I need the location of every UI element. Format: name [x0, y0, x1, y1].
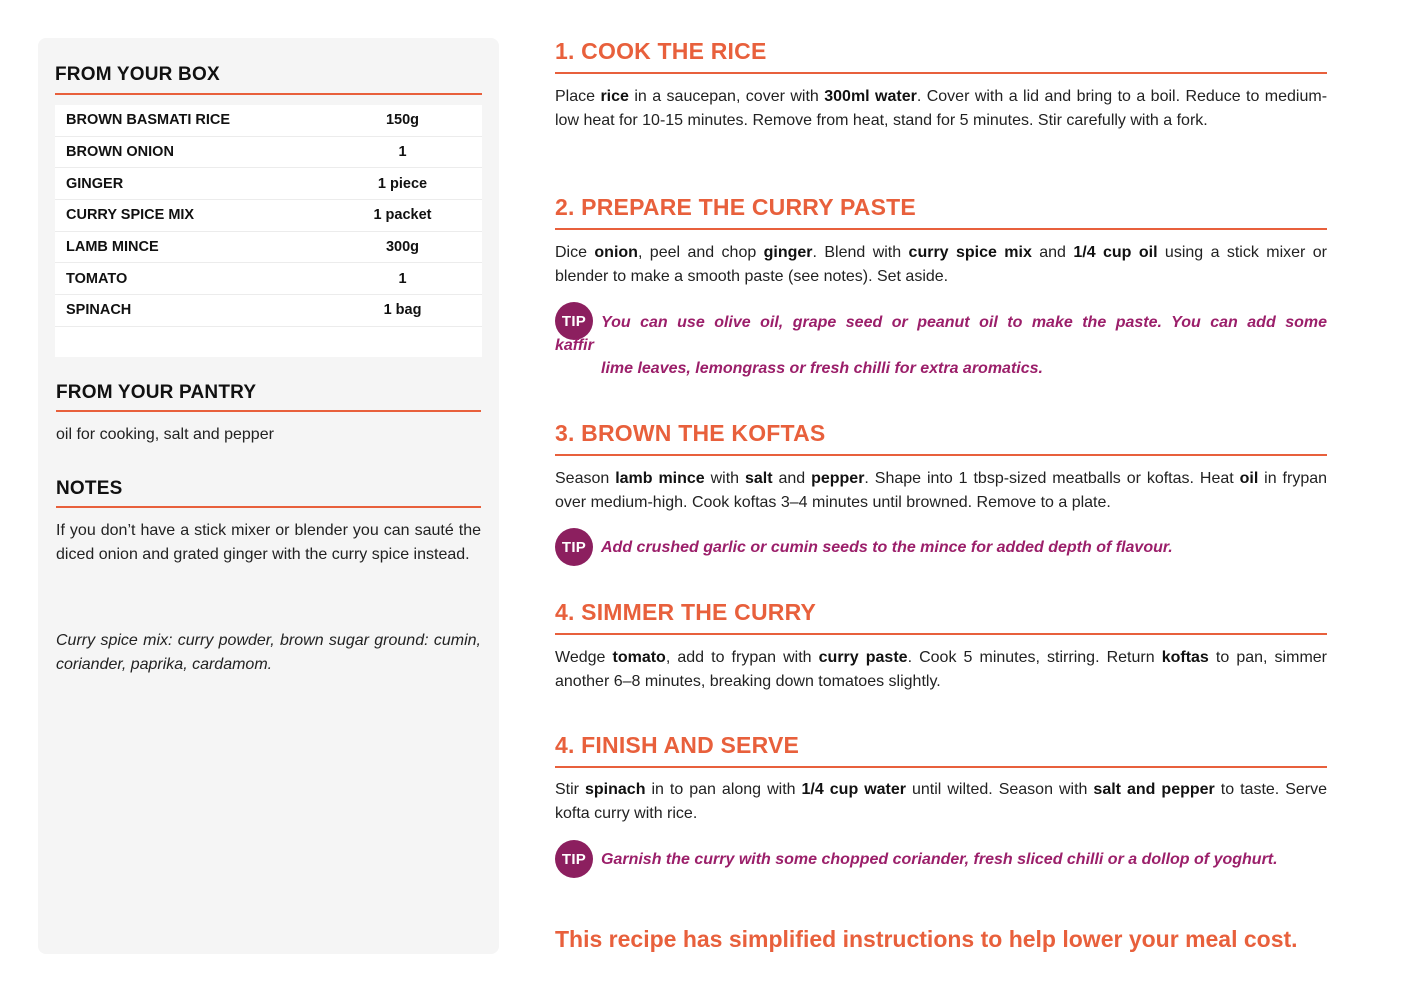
- step-3-title: 3. BROWN THE KOFTAS: [555, 420, 826, 446]
- ingredient-qty: 1: [398, 144, 407, 161]
- step-1-title: 1. COOK THE RICE: [555, 38, 767, 64]
- step-2-text: Dice onion, peel and chop ginger. Blend with curry spice mix and 1/4 cup oil using a stick mixer or blender to make a smooth paste (see notes). Set aside.: [555, 244, 1327, 285]
- ingredient-name: BROWN BASMATI RICE: [66, 112, 231, 129]
- step-3-text: Season lamb mince with salt and pepper. Shape into 1 tbsp-sized meatballs or koftas. Heat oil in frypan over medium-high. Cook koftas 3–4 minutes until browned. Remove to a plate.: [555, 470, 1328, 511]
- tip-badge: TIP: [555, 840, 593, 878]
- tip-badge: TIP: [555, 302, 593, 340]
- step-4-rule: [555, 633, 1327, 635]
- ingredient-name: SPINACH: [66, 302, 132, 319]
- step-3-rule: [555, 454, 1327, 456]
- notes-text: If you don’t have a stick mixer or blender you can sauté the diced onion and grated ginger with the curry spice instead.: [56, 522, 481, 563]
- pantry-heading-rule: [56, 410, 481, 412]
- ingredient-row: [55, 168, 482, 200]
- step-2-rule: [555, 228, 1327, 230]
- ingredient-row: [55, 232, 482, 264]
- ingredient-row: [55, 105, 482, 137]
- ingredient-name: BROWN ONION: [66, 144, 174, 161]
- tip-text: You can use olive oil, grape seed or peanut oil to make the paste. You can add some: [601, 314, 1327, 331]
- ingredient-name: CURRY SPICE MIX: [66, 207, 195, 224]
- ingredient-qty: 1 bag: [383, 302, 422, 319]
- tip-text: lime leaves, lemongrass or fresh chilli for extra aromatics.: [601, 360, 1043, 377]
- simplified-instructions-note: This recipe has simplified instructions to help lower your meal cost.: [555, 926, 1298, 952]
- ingredient-qty: 300g: [385, 239, 420, 256]
- ingredient-row: [55, 263, 482, 295]
- notes-heading: NOTES: [56, 478, 123, 499]
- ingredient-qty: 1 packet: [373, 207, 432, 224]
- ingredient-row: [55, 137, 482, 169]
- ingredient-qty: 1 piece: [377, 175, 428, 192]
- ingredients-table: [55, 105, 482, 357]
- ingredient-qty: 1: [398, 270, 407, 287]
- ingredients-panel: [38, 38, 499, 954]
- ingredient-name: TOMATO: [66, 270, 128, 287]
- spice-mix-note: Curry spice mix: curry powder, brown sugar ground: cumin, coriander, paprika, cardamom.: [56, 632, 481, 673]
- ingredient-name: LAMB MINCE: [66, 239, 159, 256]
- step-5-text: Stir spinach in to pan along with 1/4 cup water until wilted. Season with salt and pepper to taste. Serve kofta curry with rice.: [555, 781, 1328, 822]
- step-4-text: Wedge tomato, add to frypan with curry paste. Cook 5 minutes, stirring. Return koftas to pan, simmer another 6–8 minutes, breaking down tomatoes slightly.: [555, 649, 1327, 690]
- from-your-pantry-heading: FROM YOUR PANTRY: [56, 382, 257, 403]
- step-5-rule: [555, 766, 1327, 768]
- ingredient-row: [55, 295, 482, 327]
- box-heading-rule: [55, 93, 482, 95]
- tip-text: kaffir: [555, 337, 594, 354]
- step-5-title: 4. FINISH AND SERVE: [555, 732, 800, 758]
- tip-text: Garnish the curry with some chopped coriander, fresh sliced chilli or a dollop of yoghurt.: [601, 851, 1278, 868]
- from-your-box-heading: FROM YOUR BOX: [55, 64, 220, 85]
- step-4-title: 4. SIMMER THE CURRY: [555, 599, 817, 625]
- ingredient-name: GINGER: [66, 175, 124, 192]
- pantry-items: oil for cooking, salt and pepper: [56, 426, 274, 443]
- tip-text: Add crushed garlic or cumin seeds to the mince for added depth of flavour.: [601, 539, 1173, 556]
- ingredient-row: [55, 200, 482, 232]
- step-2-title: 2. PREPARE THE CURRY PASTE: [555, 194, 916, 220]
- ingredient-qty: 150g: [385, 112, 420, 129]
- notes-heading-rule: [56, 506, 481, 508]
- tip-badge: TIP: [555, 528, 593, 566]
- step-1-rule: [555, 72, 1327, 74]
- step-1-text: Place rice in a saucepan, cover with 300ml water. Cover with a lid and bring to a boil. Reduce to medium-low heat for 10-15 minutes. Remove from heat, stand for 5 minutes. Stir carefully with a fork.: [555, 88, 1328, 129]
